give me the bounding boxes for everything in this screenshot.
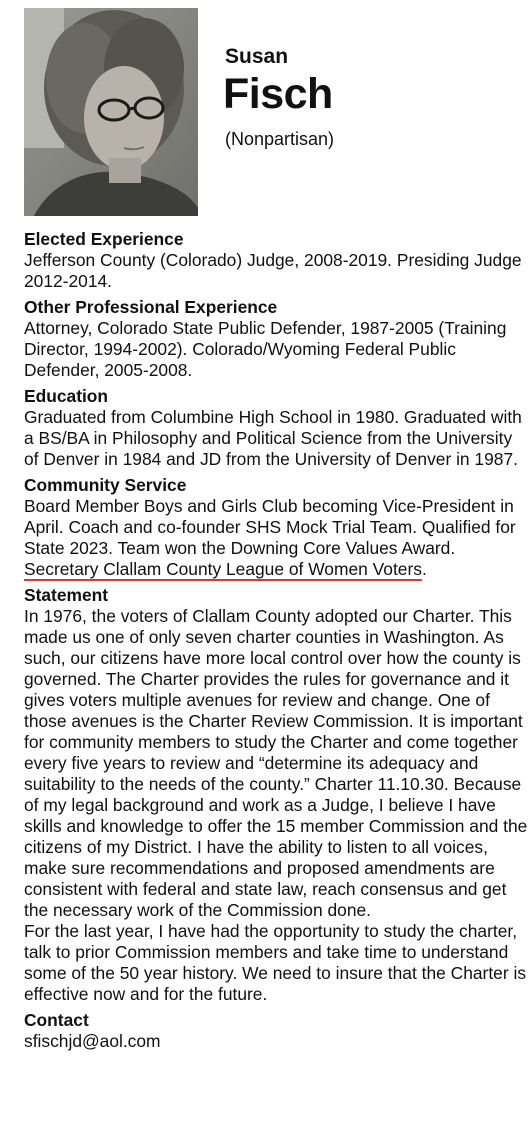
contact-section <box>24 1010 529 1052</box>
section-heading: Community Service <box>24 475 187 495</box>
elected-experience-section <box>24 229 529 292</box>
professional-experience-section <box>24 297 529 381</box>
statement-paragraph: For the last year, I have had the opportunity to study the charter, talk to prior Commission members and take time to understand some of the 50 year history. We need to insure that the Charter is effective now and for the future. <box>24 921 527 1004</box>
candidate-photo <box>24 8 198 216</box>
portrait-image <box>24 8 198 216</box>
section-text: Attorney, Colorado State Public Defender, 1987-2005 (Training Director, 1994-2002). Colorado/Wyoming Federal Public Defender, 2005-2008. <box>24 318 507 380</box>
section-heading: Elected Experience <box>24 229 184 249</box>
candidate-profile <box>24 229 529 1057</box>
section-heading: Other Professional Experience <box>24 297 278 317</box>
statement-paragraph: In 1976, the voters of Clallam County adopted our Charter. This made us one of only seven charter counties in Washington. As such, our citizens have more local control over how the county is governed. The Charter provides the rules for governance and it gives voters multiple avenues for review and change. One of those avenues is the Charter Review Commission. It is important for community members to study the Charter and come together every five years to review and “determine its adequacy and suitability to the needs of the county.” Charter 11.10.30. Because of my legal background and work as a Judge, I believe I have skills and knowledge to offer the 15 member Commission and the citizens of my District. I have the ability to listen to all voices, make sure recommendations and proposed amendments are consistent with federal and state law, reach consensus and get the necessary work of the Commission done. <box>24 606 528 920</box>
section-heading: Statement <box>24 585 109 605</box>
section-heading: Contact <box>24 1010 89 1030</box>
community-service-section <box>24 475 529 580</box>
contact-email: sfischjd@aol.com <box>24 1031 161 1051</box>
section-text: Graduated from Columbine High School in 1980. Graduated with a BS/BA in Philosophy and Political Science from the University of Denver in 1984 and JD from the University of Denver in 1987. <box>24 407 522 469</box>
community-text: Board Member Boys and Girls Club becoming Vice-President in April. Coach and co-founder SHS Mock Trial Team. Qualified for State 2023. Team won the Downing Core Values Award. <box>24 496 516 558</box>
candidate-party: (Nonpartisan) <box>225 129 335 149</box>
candidate-last-name: Fisch <box>223 70 333 118</box>
section-text <box>24 496 529 580</box>
candidate-first-name: Susan <box>225 45 289 68</box>
community-text-end: . <box>421 559 427 579</box>
section-heading: Education <box>24 386 109 406</box>
statement-section <box>24 585 529 1005</box>
highlighted-text: Secretary Clallam County League of Women Voters <box>24 559 422 579</box>
section-text: Jefferson County (Colorado) Judge, 2008-2019. Presiding Judge 2012-2014. <box>24 250 522 291</box>
education-section <box>24 386 529 470</box>
section-text <box>24 606 529 1005</box>
